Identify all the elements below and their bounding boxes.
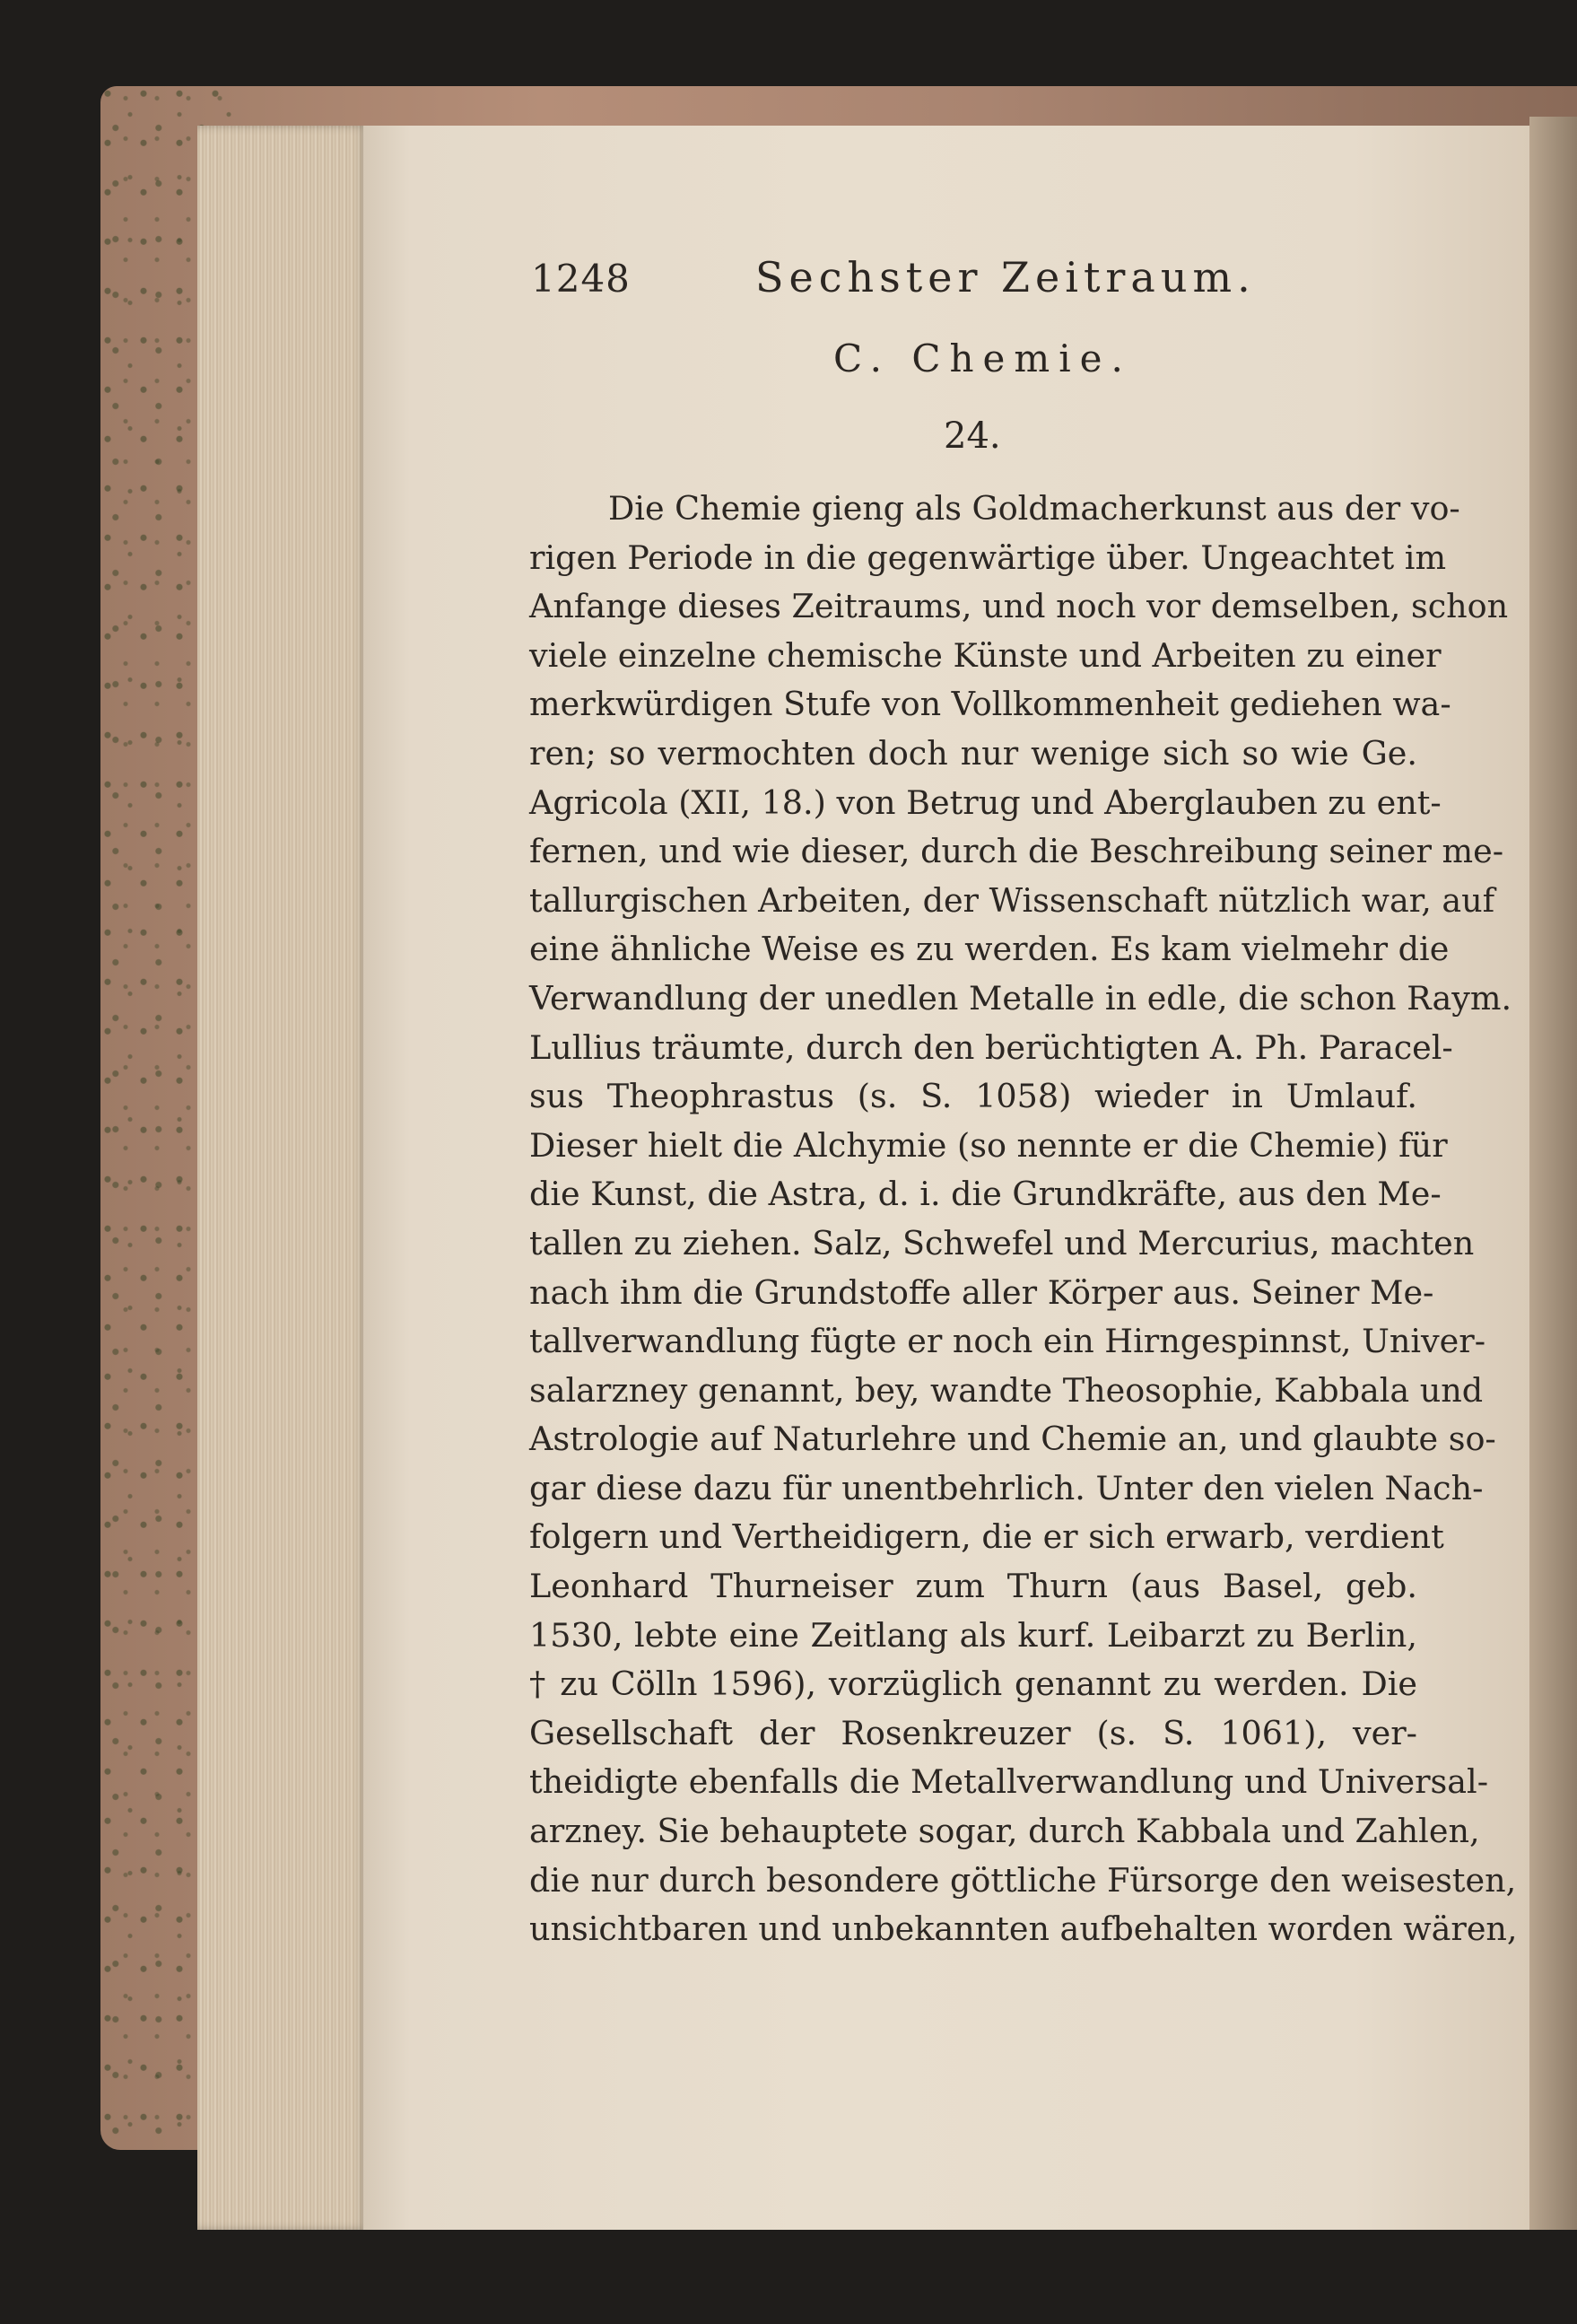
text-line: tallverwandlung fügte er noch ein Hirngespinnst, Univer- xyxy=(529,1322,1486,1361)
text-line: tallen zu ziehen. Salz, Schwefel und Mercurius, machten xyxy=(529,1223,1475,1262)
page-block-edges xyxy=(197,126,368,2230)
text-line: rigen Periode in die gegenwärtige über. Ungeachtet im xyxy=(529,537,1447,577)
text-line: Leonhard Thurneiser zum Thurn (aus Basel, geb. xyxy=(529,1567,1417,1606)
text-line: theidigte ebenfalls die Metallverwandlung und Universal- xyxy=(529,1762,1489,1802)
text-line: Anfange dieses Zeitraums, und noch vor demselben, schon xyxy=(529,587,1509,626)
text-line: die nur durch besondere göttliche Fürsorge den weisesten, xyxy=(529,1860,1517,1900)
text-line: eine ähnliche Weise es zu werden. Es kam vielmehr die xyxy=(529,930,1450,969)
text-line: viele einzelne chemische Künste und Arbeiten zu einer xyxy=(529,635,1442,675)
text-line: arzney. Sie behauptete sogar, durch Kabbala und Zahlen, xyxy=(529,1812,1480,1851)
text-line: folgern und Vertheidigern, die er sich erwarb, verdient xyxy=(529,1517,1444,1557)
running-title: Sechster Zeitraum. xyxy=(755,253,1256,301)
text-line: 1530, lebte eine Zeitlang als kurf. Leibarzt zu Berlin, xyxy=(529,1615,1417,1655)
section-heading: C. Chemie. xyxy=(833,336,1132,380)
paragraph-number: 24. xyxy=(944,415,1001,457)
text-line: merkwürdigen Stufe von Vollkommenheit gediehen wa- xyxy=(529,685,1451,724)
text-line: tallurgischen Arbeiten, der Wissenschaft nützlich war, auf xyxy=(529,880,1495,920)
text-line: Agricola (XII, 18.) von Betrug und Aberglauben zu ent- xyxy=(529,782,1442,822)
text-line: ren; so vermochten doch nur wenige sich so wie Ge. xyxy=(529,733,1417,773)
body-text xyxy=(529,485,1518,1954)
text-line: Astrologie auf Naturlehre und Chemie an, und glaubte so- xyxy=(529,1420,1496,1459)
text-line: † zu Cölln 1596), vorzüglich genannt zu werden. Die xyxy=(529,1664,1417,1704)
text-line: Die Chemie gieng als Goldmacherkunst aus der vo- xyxy=(608,489,1460,528)
text-line: gar diese dazu für unentbehrlich. Unter den vielen Nach- xyxy=(529,1468,1484,1507)
text-line: unsichtbaren und unbekannten aufbehalten worden wären, xyxy=(529,1909,1518,1949)
text-line: nach ihm die Grundstoffe aller Körper aus. Seiner Me- xyxy=(529,1272,1434,1312)
text-line: fernen, und wie dieser, durch die Beschreibung seiner me- xyxy=(529,832,1504,871)
page-number: 1248 xyxy=(531,257,631,301)
text-line: die Kunst, die Astra, d. i. die Grundkräfte, aus den Me- xyxy=(529,1175,1442,1214)
text-line: Verwandlung der unedlen Metalle in edle, die schon Raym. xyxy=(529,978,1512,1018)
text-line: sus Theophrastus (s. S. 1058) wieder in Umlauf. xyxy=(529,1077,1417,1116)
gutter-edge xyxy=(1529,117,1577,2230)
text-line: salarzney genannt, bey, wandte Theosophie, Kabbala und xyxy=(529,1370,1484,1410)
text-line: Lullius träumte, durch den berüchtigten A. Ph. Paracel- xyxy=(529,1027,1453,1067)
text-line: Gesellschaft der Rosenkreuzer (s. S. 1061), ver- xyxy=(529,1713,1417,1752)
text-line: Dieser hielt die Alchymie (so nennte er die Chemie) für xyxy=(529,1125,1448,1165)
